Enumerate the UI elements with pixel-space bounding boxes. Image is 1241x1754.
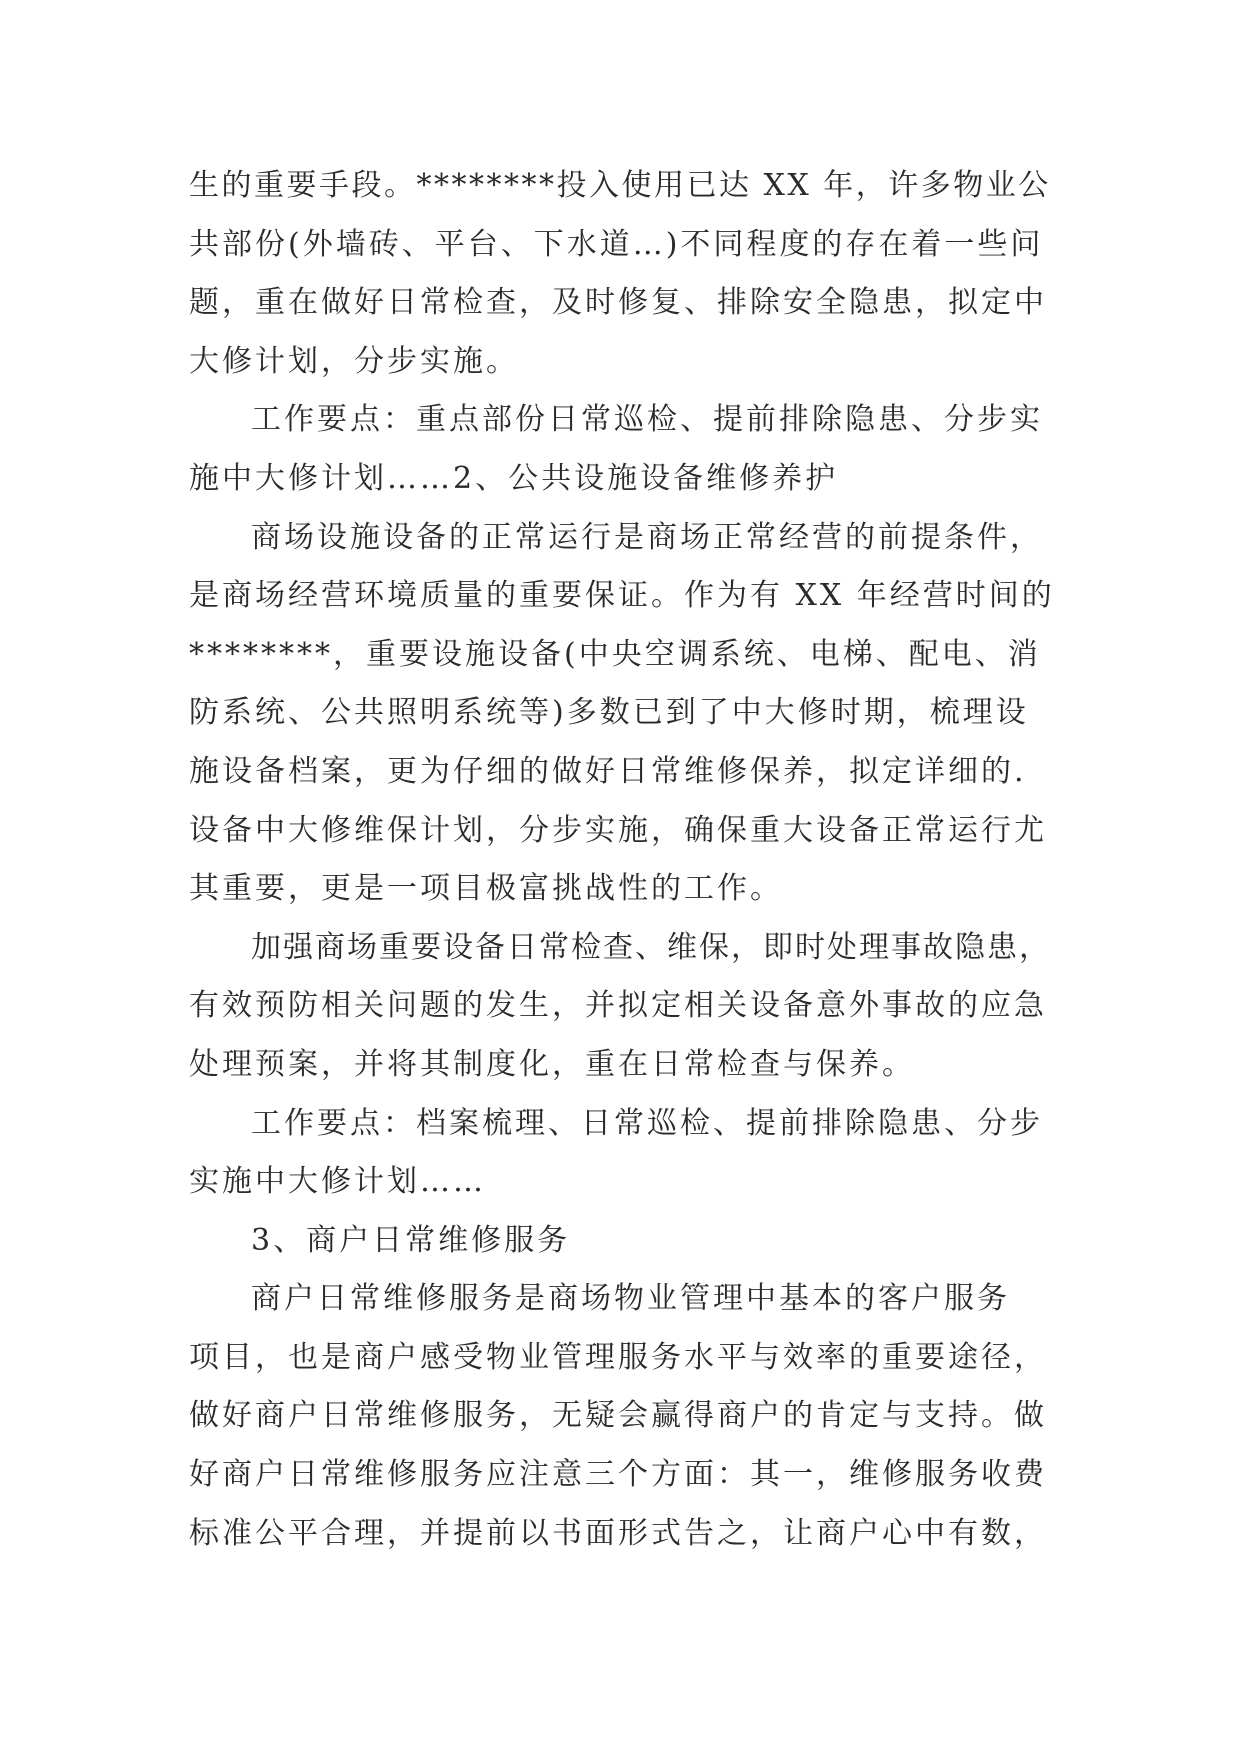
text-line: 好商户日常维修服务应注意三个方面：其一，维修服务收费 [189,1457,1047,1493]
text-line: 商户日常维修服务是商场物业管理中基本的客户服务 [251,1281,1010,1317]
text-line: 其重要，更是一项目极富挑战性的工作。 [189,871,783,907]
text-line: 工作要点：重点部份日常巡检、提前排除隐患、分步实 [251,402,1043,438]
text-line: 做好商户日常维修服务，无疑会赢得商户的肯定与支持。做 [189,1398,1047,1434]
text-line: 工作要点：档案梳理、日常巡检、提前排除隐患、分步 [251,1105,1043,1141]
text-line: 实施中大修计划…… [189,1164,486,1200]
text-line: 生的重要手段。********投入使用已达 XX 年，许多物业公 [189,168,1051,203]
text-line: 商场设施设备的正常运行是商场正常经营的前提条件， [251,519,1043,555]
text-line: 处理预案，并将其制度化，重在日常检查与保养。 [189,1046,915,1082]
text-line: 施设备档案，更为仔细的做好日常维修保养，拟定详细的. [189,753,1027,789]
body-text [189,157,1055,1563]
text-line: 项目，也是商户感受物业管理服务水平与效率的重要途径， [189,1339,1047,1375]
text-line: 防系统、公共照明系统等)多数已到了中大修时期，梳理设 [189,695,1029,731]
text-line: 设备中大修维保计划，分步实施，确保重大设备正常运行尤 [189,812,1047,848]
text-line: 有效预防相关问题的发生，并拟定相关设备意外事故的应急 [189,988,1047,1024]
text-line: 标准公平合理，并提前以书面形式告之，让商户心中有数， [189,1515,1047,1551]
text-line: 施中大修计划……2、公共设施设备维修养护 [189,460,839,496]
text-line: 大修计划，分步实施。 [189,343,519,379]
text-line: 是商场经营环境质量的重要保证。作为有 XX 年经营时间的 [189,578,1055,614]
text-line: 3、商户日常维修服务 [251,1222,571,1258]
text-line: 题，重在做好日常检查，及时修复、排除安全隐患，拟定中 [189,285,1047,321]
text-line: 共部份(外墙砖、平台、下水道…)不同程度的存在着一些问 [189,226,1044,262]
text-line: 加强商场重要设备日常检查、维保，即时处理事故隐患， [251,929,1051,965]
text-line: ********，重要设施设备(中央空调系统、电梯、配电、消 [189,636,1041,672]
